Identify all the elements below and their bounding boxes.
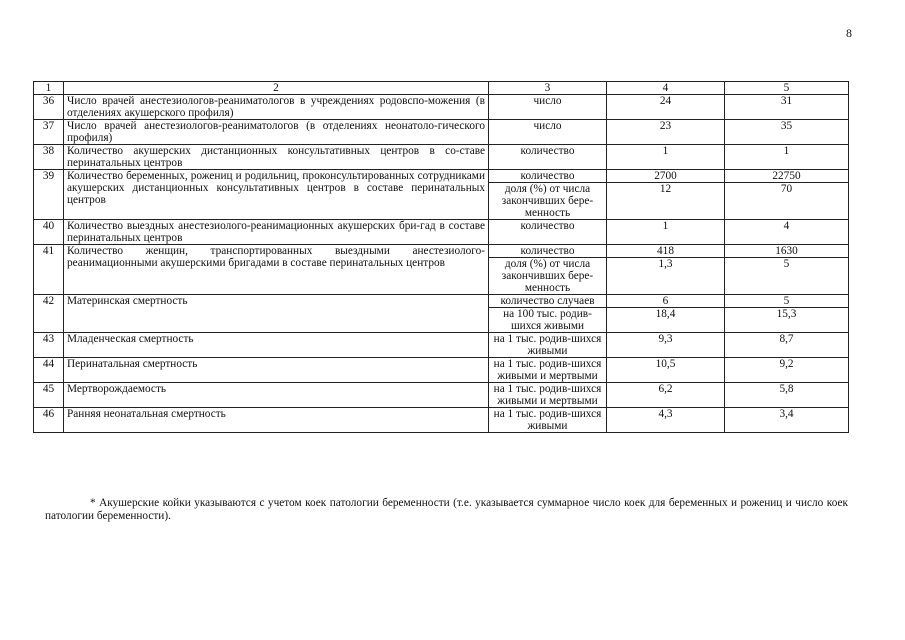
row-unit: на 1 тыс. родив-шихся живыми и мертвыми bbox=[489, 383, 607, 408]
row-description: Количество акушерских дистанционных консультативных центров в со-ставе перинатальных центров bbox=[64, 145, 489, 170]
row-value-col5: 1 bbox=[725, 145, 849, 170]
row-description: Перинатальная смертность bbox=[64, 358, 489, 383]
header-cell: 5 bbox=[725, 82, 849, 95]
row-unit: на 1 тыс. родив-шихся живыми bbox=[489, 408, 607, 433]
table-header-row bbox=[34, 82, 849, 95]
table-row bbox=[34, 333, 849, 358]
row-value-col4: 12 bbox=[607, 183, 725, 220]
row-description: Количество беременных, рожениц и родильниц, проконсультированных сотрудниками акушерских дистанционных консультативных центров в составе перинатальных центров bbox=[64, 170, 489, 220]
row-value-col4: 418 bbox=[607, 245, 725, 258]
row-unit: число bbox=[489, 120, 607, 145]
row-unit: количество bbox=[489, 170, 607, 183]
row-number: 40 bbox=[34, 220, 64, 245]
row-value-col4: 10,5 bbox=[607, 358, 725, 383]
row-value-col4: 23 bbox=[607, 120, 725, 145]
row-value-col5: 31 bbox=[725, 95, 849, 120]
row-value-col5: 15,3 bbox=[725, 308, 849, 333]
row-value-col4: 6 bbox=[607, 295, 725, 308]
row-value-col4: 24 bbox=[607, 95, 725, 120]
table-row bbox=[34, 170, 849, 183]
row-unit: на 100 тыс. родив-шихся живыми bbox=[489, 308, 607, 333]
row-number: 36 bbox=[34, 95, 64, 120]
row-value-col4: 1 bbox=[607, 220, 725, 245]
row-value-col4: 6,2 bbox=[607, 383, 725, 408]
row-description: Число врачей анестезиологов-реаниматологов в учреждениях родовспо-можения (в отделениях акушерского профиля) bbox=[64, 95, 489, 120]
row-description: Мертворождаемость bbox=[64, 383, 489, 408]
header-cell: 2 bbox=[64, 82, 489, 95]
page-number: 8 bbox=[846, 26, 852, 40]
row-value-col5: 5,8 bbox=[725, 383, 849, 408]
row-number: 44 bbox=[34, 358, 64, 383]
row-value-col4: 4,3 bbox=[607, 408, 725, 433]
indicators-table bbox=[33, 81, 849, 433]
row-value-col4: 18,4 bbox=[607, 308, 725, 333]
row-value-col5: 5 bbox=[725, 295, 849, 308]
row-unit: число bbox=[489, 95, 607, 120]
table-row bbox=[34, 220, 849, 245]
row-number: 45 bbox=[34, 383, 64, 408]
row-value-col4: 1 bbox=[607, 145, 725, 170]
header-cell: 1 bbox=[34, 82, 64, 95]
row-unit: доля (%) от числа закончивших бере-менность bbox=[489, 183, 607, 220]
row-number: 41 bbox=[34, 245, 64, 295]
table-row bbox=[34, 408, 849, 433]
row-unit: количество bbox=[489, 220, 607, 245]
table-row bbox=[34, 95, 849, 120]
row-unit: на 1 тыс. родив-шихся живыми и мертвыми bbox=[489, 358, 607, 383]
row-number: 46 bbox=[34, 408, 64, 433]
row-number: 39 bbox=[34, 170, 64, 220]
table-row bbox=[34, 145, 849, 170]
row-value-col5: 8,7 bbox=[725, 333, 849, 358]
header-cell: 4 bbox=[607, 82, 725, 95]
table-row bbox=[34, 120, 849, 145]
row-description: Количество женщин, транспортированных выездными анестезиолого-реанимационными акушерскими бригадами в составе перинатальных центров bbox=[64, 245, 489, 295]
row-value-col4: 1,3 bbox=[607, 258, 725, 295]
row-value-col5: 3,4 bbox=[725, 408, 849, 433]
footnote: * Акушерские койки указываются с учетом коек патологии беременности (т.е. указывается суммарное число коек для беременных и рожениц и число коек патологии беременности). bbox=[45, 497, 848, 522]
row-value-col5: 4 bbox=[725, 220, 849, 245]
row-unit: количество случаев bbox=[489, 295, 607, 308]
table-row bbox=[34, 245, 849, 258]
row-description: Младенческая смертность bbox=[64, 333, 489, 358]
row-number: 42 bbox=[34, 295, 64, 333]
row-unit: количество bbox=[489, 145, 607, 170]
row-description: Материнская смертность bbox=[64, 295, 489, 333]
row-number: 37 bbox=[34, 120, 64, 145]
table-row bbox=[34, 295, 849, 308]
row-number: 43 bbox=[34, 333, 64, 358]
row-value-col5: 35 bbox=[725, 120, 849, 145]
row-value-col4: 9,3 bbox=[607, 333, 725, 358]
row-value-col5: 1630 bbox=[725, 245, 849, 258]
row-number: 38 bbox=[34, 145, 64, 170]
row-unit: на 1 тыс. родив-шихся живыми bbox=[489, 333, 607, 358]
table-row bbox=[34, 358, 849, 383]
row-value-col4: 2700 bbox=[607, 170, 725, 183]
row-description: Ранняя неонатальная смертность bbox=[64, 408, 489, 433]
row-description: Число врачей анестезиологов-реаниматологов (в отделениях неонатоло-гического профиля) bbox=[64, 120, 489, 145]
row-value-col5: 70 bbox=[725, 183, 849, 220]
row-value-col5: 22750 bbox=[725, 170, 849, 183]
row-unit: количество bbox=[489, 245, 607, 258]
row-unit: доля (%) от числа закончивших бере-менность bbox=[489, 258, 607, 295]
header-cell: 3 bbox=[489, 82, 607, 95]
row-value-col5: 5 bbox=[725, 258, 849, 295]
row-value-col5: 9,2 bbox=[725, 358, 849, 383]
row-description: Количество выездных анестезиолого-реанимационных акушерских бри-гад в составе перинатальных центров bbox=[64, 220, 489, 245]
table-row bbox=[34, 383, 849, 408]
